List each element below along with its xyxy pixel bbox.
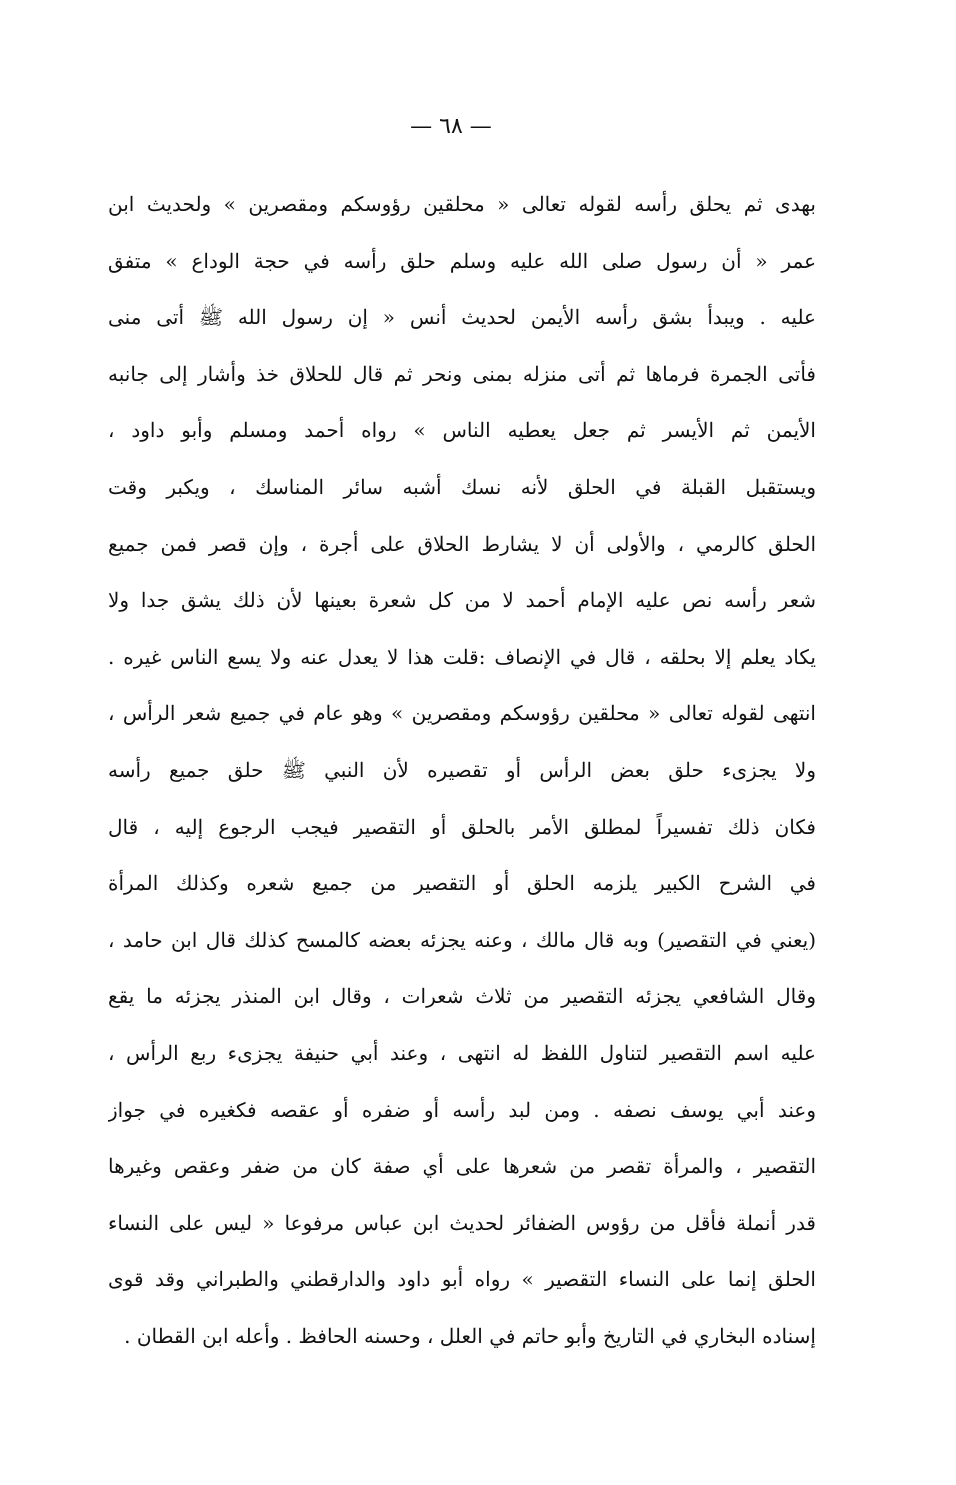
text-line: فكان ذلك تفسيراً لمطلق الأمر بالحلق أو التقصير فيجب الرجوع إليه ، قال — [108, 814, 816, 839]
text-line: وعند أبي يوسف نصفه . ومن لبد رأسه أو ضفره أو عقصه فكغيره في جواز — [108, 1097, 816, 1122]
text-line: فأتى الجمرة فرماها ثم أتى منزله بمنى ونحر ثم قال للحلاق خذ وأشار إلى جانبه — [108, 361, 816, 386]
text-line: الحلق كالرمي ، والأولى أن لا يشارط الحلاق على أجرة ، وإن قصر فمن جميع — [108, 531, 816, 556]
text-line: ويستقبل القبلة في الحلق لأنه نسك أشبه سائر المناسك ، ويكبر وقت — [108, 474, 816, 499]
text-line: وقال الشافعي يجزئه التقصير من ثلاث شعرات ، وقال ابن المنذر يجزئه ما يقع — [108, 984, 816, 1009]
text-line: عليه . ويبدأ بشق رأسه الأيمن لحديث أنس « إن رسول الله ﷺ أتى منى — [108, 305, 816, 330]
page-number: — ٦٨ — — [410, 114, 492, 139]
text-line: شعر رأسه نص عليه الإمام أحمد لا من كل شعرة بعينها لأن ذلك يشق جدا ولا — [108, 588, 816, 613]
text-line: عمر « أن رسول صلى الله عليه وسلم حلق رأسه في حجة الوداع » متفق — [108, 248, 816, 273]
text-line: التقصير ، والمرأة تقصر من شعرها على أي صفة كان من ضفر وعقص وغيرها — [108, 1154, 816, 1179]
text-line: الحلق إنما على النساء التقصير » رواه أبو داود والدارقطني والطبراني وقد قوى — [108, 1267, 816, 1292]
text-line: يكاد يعلم إلا بحلقه ، قال في الإنصاف :قلت هذا لا يعدل عنه ولا يسع الناس غيره . — [108, 644, 816, 669]
text-line: بهدى ثم يحلق رأسه لقوله تعالى « محلقين رؤوسكم ومقصرين » ولحديث ابن — [108, 192, 816, 216]
text-line: الأيمن ثم الأيسر ثم جعل يعطيه الناس » رواه أحمد ومسلم وأبو داود ، — [108, 418, 816, 443]
text-line: قدر أنملة فأقل من رؤوس الضفائر لحديث ابن عباس مرفوعا « ليس على النساء — [108, 1210, 816, 1235]
text-line: في الشرح الكبير يلزمه الحلق أو التقصير من جميع شعره وكذلك المرأة — [108, 871, 816, 896]
text-line: ولا يجزىء حلق بعض الرأس أو تقصيره لأن النبي ﷺ حلق جميع رأسه — [108, 757, 816, 782]
text-line: (يعني في التقصير) وبه قال مالك ، وعنه يجزئه بعضه كالمسح كذلك قال ابن حامد ، — [108, 927, 816, 952]
text-line: عليه اسم التقصير لتناول اللفظ له انتهى ، وعند أبي حنيفة يجزىء ربع الرأس ، — [108, 1040, 816, 1065]
text-line: انتهى لقوله تعالى « محلقين رؤوسكم ومقصرين » وهو عام في جميع شعر الرأس ، — [108, 701, 816, 726]
text-line: إسناده البخاري في التاريخ وأبو حاتم في العلل ، وحسنه الحافظ . وأعله ابن القطان . — [124, 1323, 816, 1348]
body-text — [108, 176, 816, 1364]
